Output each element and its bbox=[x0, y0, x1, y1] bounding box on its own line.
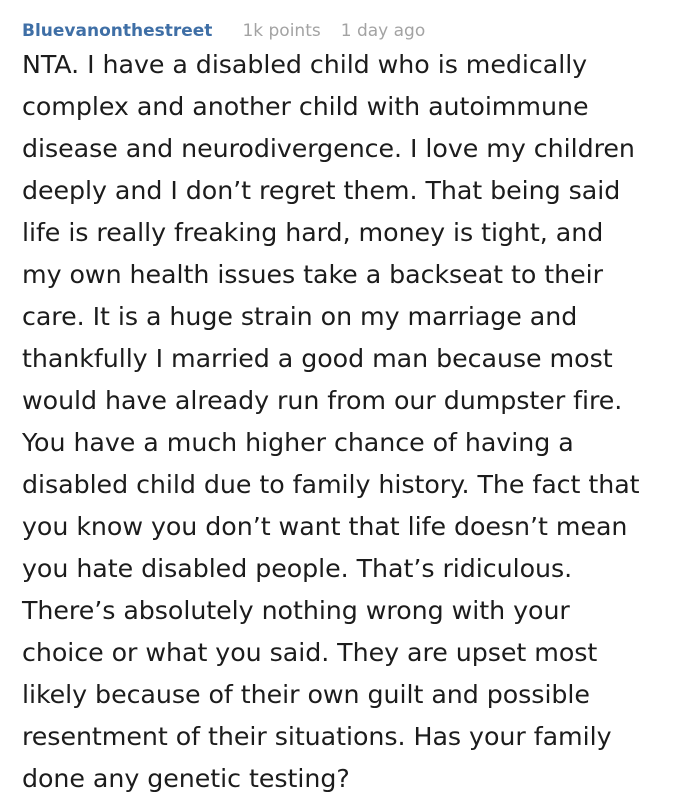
comment-text-line: done any genetic testing? bbox=[22, 764, 350, 793]
comment-text-line: would have already run from our dumpster fire. bbox=[22, 386, 623, 415]
author-username[interactable]: Bluevanonthestreet bbox=[22, 21, 213, 41]
comment-text-line: disease and neurodivergence. I love my children bbox=[22, 134, 635, 163]
points-count: 1k points bbox=[242, 21, 321, 41]
comment-text-line: my own health issues take a backseat to their bbox=[22, 260, 603, 289]
comment-text-line: complex and another child with autoimmune bbox=[22, 92, 589, 121]
comment-text-line: you hate disabled people. That’s ridiculous. bbox=[22, 554, 573, 583]
comment-text-line: You have a much higher chance of having a bbox=[22, 428, 574, 457]
comment-text-line: resentment of their situations. Has your family bbox=[22, 722, 612, 751]
comment-text-line: you know you don’t want that life doesn’t mean bbox=[22, 512, 628, 541]
comment-text-line: deeply and I don’t regret them. That being said bbox=[22, 176, 621, 205]
comment-text-line: NTA. I have a disabled child who is medically bbox=[22, 50, 588, 79]
comment-text-line: disabled child due to family history. The fact that bbox=[22, 470, 640, 499]
comment-text-line: life is really freaking hard, money is tight, and bbox=[22, 218, 604, 247]
comment-text-line: There’s absolutely nothing wrong with your bbox=[22, 596, 570, 625]
comment-body bbox=[22, 44, 676, 800]
comment-meta bbox=[22, 18, 676, 44]
comment-timestamp: 1 day ago bbox=[340, 21, 426, 41]
comment-text-line: thankfully I married a good man because most bbox=[22, 344, 613, 373]
comment-text-line: care. It is a huge strain on my marriage and bbox=[22, 302, 578, 331]
comment-text-line: choice or what you said. They are upset most bbox=[22, 638, 598, 667]
comment-text-line: likely because of their own guilt and possible bbox=[22, 680, 590, 709]
